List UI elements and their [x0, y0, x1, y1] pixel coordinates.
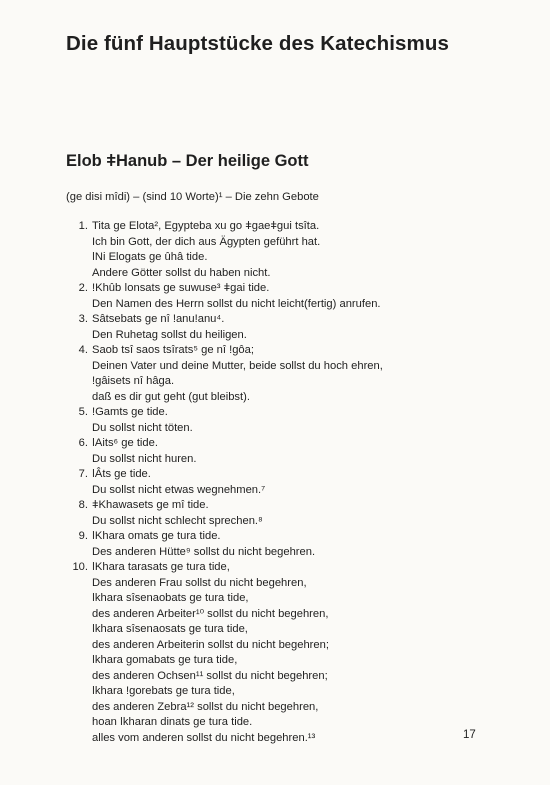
commandment-number: 1.	[78, 220, 88, 232]
german-line: des anderen Ochsen¹¹ sollst du nicht begehren;	[92, 669, 328, 682]
german-line: Du sollst nicht etwas wegnehmen.⁷	[92, 483, 266, 496]
page-title: Die fünf Hauptstücke des Katechismus	[66, 32, 449, 55]
nama-line: !gâisets nî hâga.	[92, 375, 175, 387]
commandment-item	[70, 498, 540, 529]
nama-line: !Khûb ǀonsats ge suwuse³ ǂgai tide.	[92, 282, 270, 294]
section-title: Elob ǂHanub – Der heilige Gott	[66, 152, 309, 170]
german-line: Deinen Vater und deine Mutter, beide sollst du hoch ehren,	[92, 359, 383, 372]
german-line: Des anderen Frau sollst du nicht begehren,	[92, 576, 307, 589]
german-line: des anderen Zebra¹² sollst du nicht begehren,	[92, 700, 319, 713]
german-line: des anderen Arbeiterin sollst du nicht begehren;	[92, 638, 329, 651]
commandment-number: 3.	[78, 313, 88, 325]
nama-line: Tita ge Elota², Egypteba xu go ǂgaeǂgui tsîta.	[92, 220, 320, 232]
german-line: daß es dir gut geht (gut bleibst).	[92, 390, 250, 403]
page-number: 17	[463, 729, 476, 741]
nama-line: ǀkhara sîsenaosats ge tura tide,	[92, 623, 248, 635]
commandment-item	[70, 281, 540, 312]
commandment-list	[70, 219, 540, 746]
german-line: Den Ruhetag sollst du heiligen.	[92, 328, 247, 341]
commandment-number: 7.	[78, 468, 88, 480]
commandment-number: 4.	[78, 344, 88, 356]
german-line: Andere Götter sollst du haben nicht.	[92, 266, 271, 279]
german-line: des anderen Arbeiter¹⁰ sollst du nicht begehren,	[92, 607, 329, 620]
commandment-item	[70, 436, 540, 467]
commandment-number: 10.	[72, 561, 88, 573]
nama-line: ǀÂts ge tide.	[92, 468, 151, 480]
commandment-item	[70, 405, 540, 436]
nama-line: Sâtsebats ge nî !anu!anu⁴.	[92, 313, 225, 325]
nama-line: ǀkhara sîsenaobats ge tura tide,	[92, 592, 249, 604]
nama-line: ǀNi Elogats ge ûhâ tide.	[92, 251, 208, 263]
german-line: alles vom anderen sollst du nicht begehren.¹³	[92, 731, 316, 744]
nama-line: ǀKhara tarasats ge tura tide,	[92, 561, 230, 573]
nama-line: !Gamts ge tide.	[92, 406, 168, 418]
german-line: Den Namen des Herrn sollst du nicht leicht(fertig) anrufen.	[92, 297, 381, 310]
commandment-item	[70, 560, 540, 746]
commandment-number: 6.	[78, 437, 88, 449]
nama-line: hoan ǀkharan dinats ge tura tide.	[92, 716, 253, 728]
nama-line: ǀkhara gomabats ge tura tide,	[92, 654, 238, 666]
nama-line: Saob tsî saos tsîrats⁵ ge nî !gôa;	[92, 344, 254, 356]
german-line: Ich bin Gott, der dich aus Ägypten geführt hat.	[92, 235, 321, 248]
commandment-item	[70, 529, 540, 560]
section-subtitle: (ge disi mîdi) – (sind 10 Worte)¹ – Die zehn Gebote	[66, 191, 319, 203]
commandment-number: 5.	[78, 406, 88, 418]
german-line: Du sollst nicht huren.	[92, 452, 197, 465]
commandment-item	[70, 219, 540, 281]
german-line: Des anderen Hütte⁹ sollst du nicht begehren.	[92, 545, 316, 558]
commandment-item	[70, 343, 540, 405]
nama-line: ǀkhara !gorebats ge tura tide,	[92, 685, 235, 697]
commandment-number: 8.	[78, 499, 88, 511]
german-line: Du sollst nicht schlecht sprechen.⁸	[92, 514, 263, 527]
commandment-number: 9.	[78, 530, 88, 542]
german-line: Du sollst nicht töten.	[92, 421, 193, 434]
commandment-item	[70, 467, 540, 498]
commandment-number: 2.	[78, 282, 88, 294]
nama-line: ǂKhawasets ge mî tide.	[92, 499, 209, 511]
commandment-item	[70, 312, 540, 343]
nama-line: ǀAits⁶ ge tide.	[92, 437, 158, 449]
nama-line: ǀKhara omats ge tura tide.	[92, 530, 221, 542]
